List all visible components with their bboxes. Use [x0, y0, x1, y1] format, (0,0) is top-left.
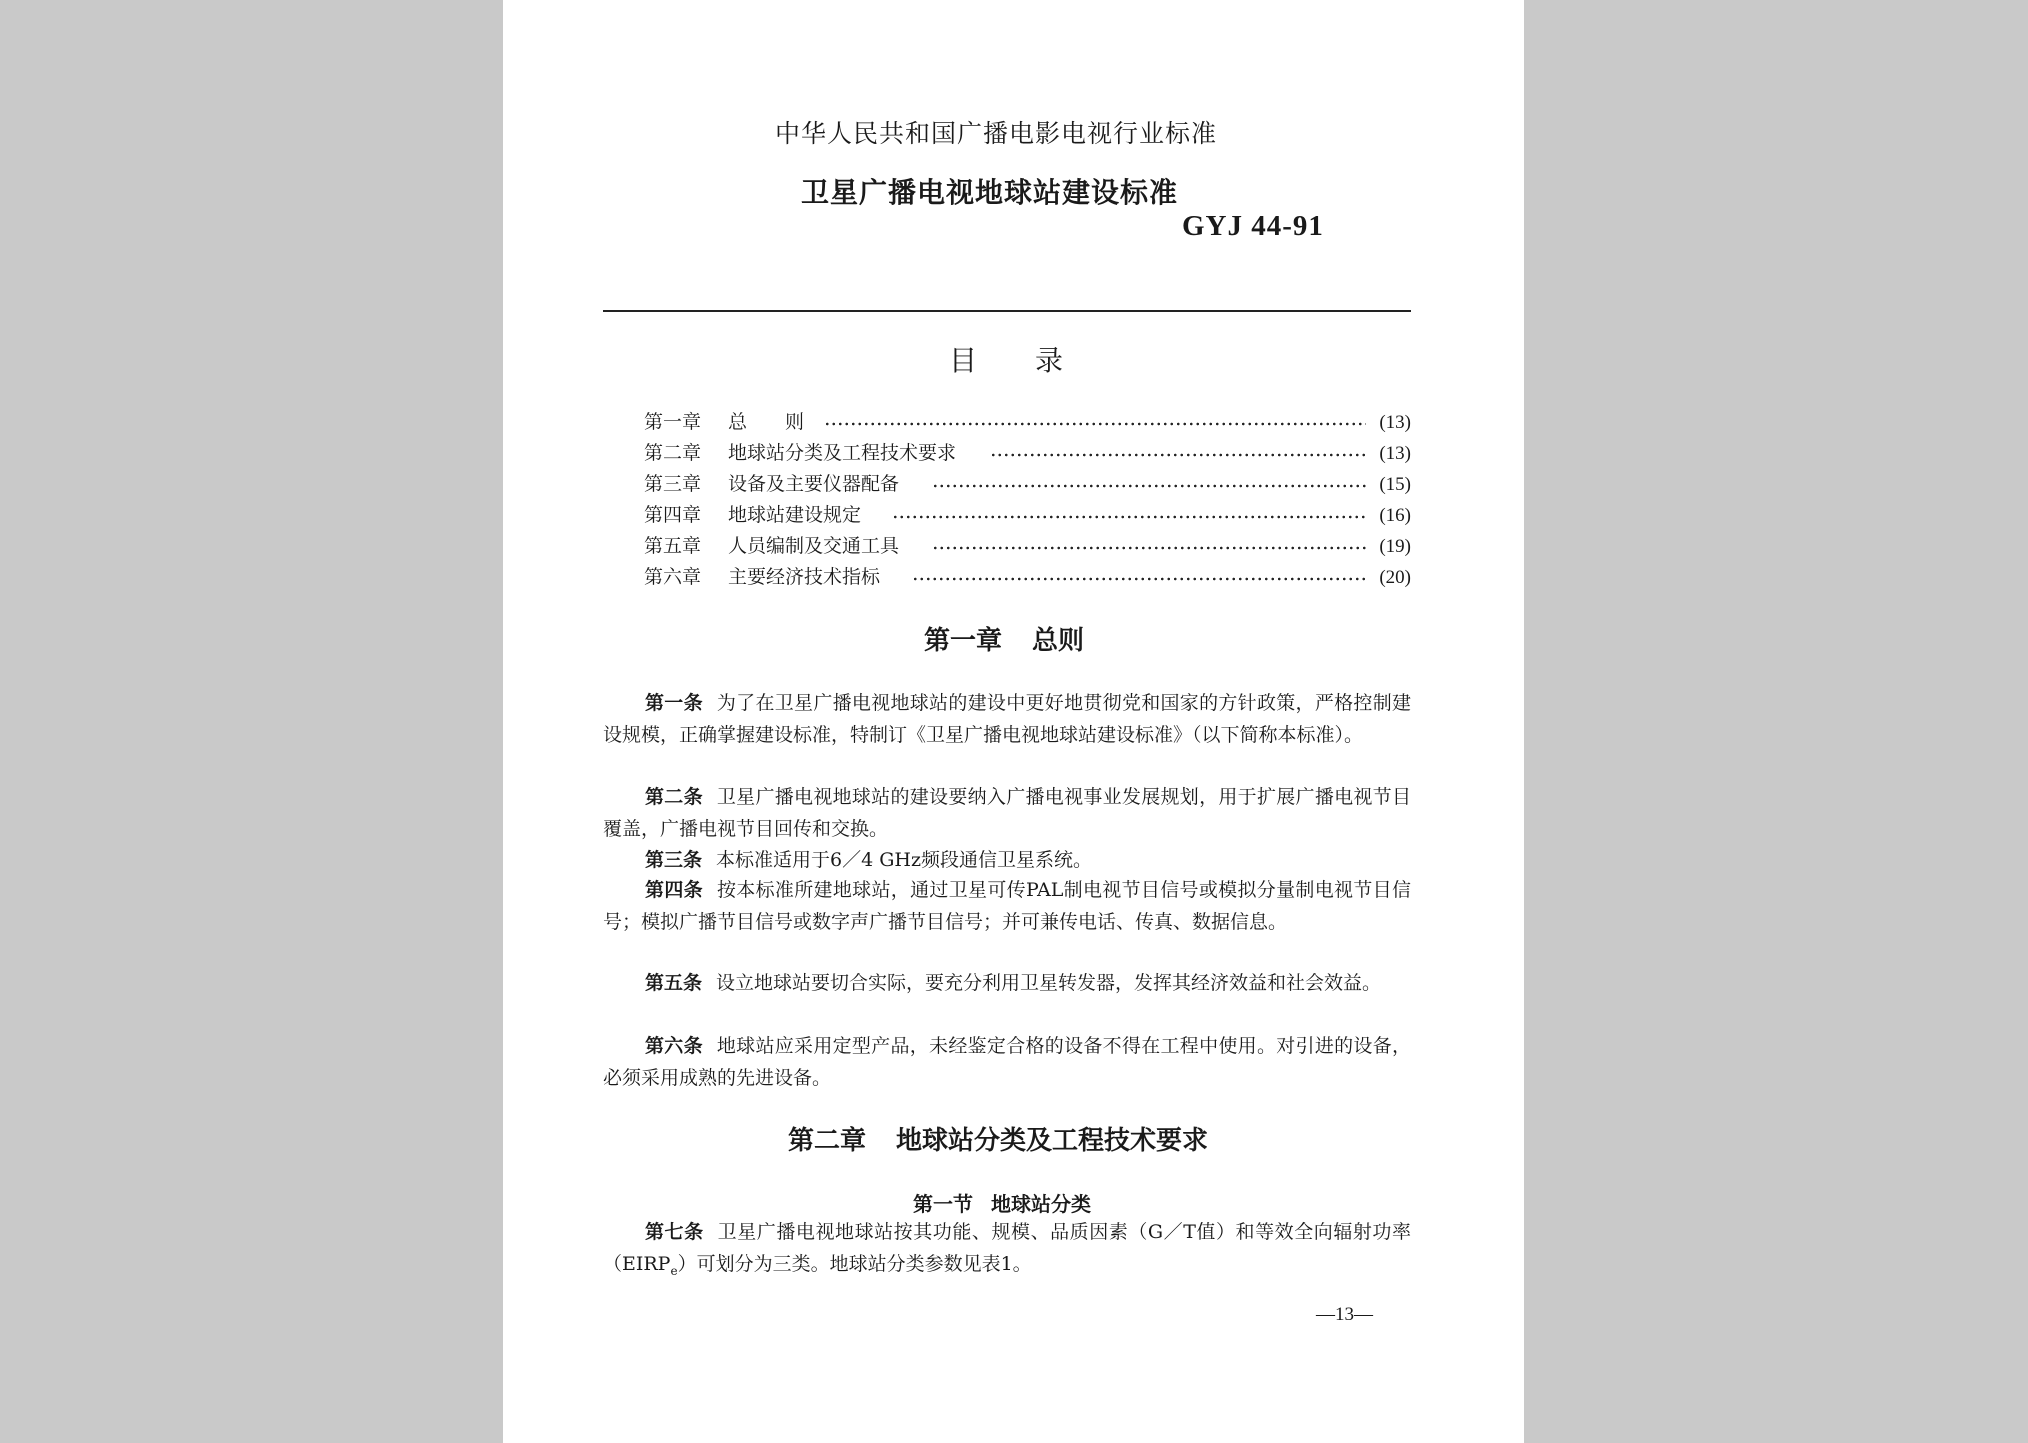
article-text: 设立地球站要切合实际，要充分利用卫星转发器，发挥其经济效益和社会效益。 — [716, 972, 1382, 994]
toc-title-char: 录 — [1035, 344, 1064, 377]
toc-leader-dots — [912, 577, 1366, 581]
toc-leader-dots — [932, 484, 1366, 488]
toc-page-number: (16) — [1379, 505, 1411, 526]
toc-chapter-name: 设备及主要仪器配备 — [728, 473, 900, 495]
article-6 — [603, 1030, 1411, 1094]
article-4 — [603, 874, 1411, 938]
toc-entry[interactable] — [644, 531, 1411, 562]
section-name: 地球站分类 — [991, 1192, 1091, 1216]
toc-chapter-name: 人员编制及交通工具 — [728, 535, 900, 557]
section-number: 第一节 — [913, 1192, 973, 1216]
article-text: 为了在卫星广播电视地球站的建设中更好地贯彻党和国家的方针政策，严格控制建设规模，正确掌握建设标准，特制订《卫星广播电视地球站建设标准》（以下简称本标准）。 — [603, 692, 1411, 746]
toc-chapter: 第二章 — [644, 442, 702, 464]
eirp-subscript: e — [670, 1263, 678, 1278]
toc-chapter: 第五章 — [644, 535, 702, 557]
toc-chapter-name: 主要经济技术指标 — [728, 566, 881, 588]
article-label: 第四条 — [645, 879, 703, 901]
chapter-number: 第一章 — [924, 626, 1003, 656]
article-7 — [603, 1216, 1411, 1287]
page-number: —13— — [1316, 1304, 1373, 1325]
toc-leader-dots — [892, 515, 1366, 519]
section1-heading — [913, 1188, 1091, 1217]
article-text: 本标准适用于6／4 GHz频段通信卫星系统。 — [716, 849, 1092, 871]
standard-category: 中华人民共和国广播电影电视行业标准 — [775, 119, 1218, 148]
toc-entry[interactable] — [644, 407, 1411, 438]
article-2 — [603, 781, 1411, 845]
toc-leader-dots — [990, 453, 1366, 457]
standard-code: GYJ 44-91 — [1182, 210, 1324, 242]
article-text: 地球站应采用定型产品，未经鉴定合格的设备不得在工程中使用。对引进的设备，必须采用成熟的先进设备。 — [603, 1035, 1411, 1089]
article-text: 卫星广播电视地球站按其功能、规模、品质因素（G／T值）和等效全向辐射功率（EIRP — [603, 1221, 1411, 1275]
article-text: ）可划分为三类。地球站分类参数见表1。 — [677, 1253, 1032, 1275]
header-divider — [603, 310, 1411, 312]
toc-entry[interactable] — [644, 469, 1411, 500]
toc-page-number: (20) — [1379, 567, 1411, 588]
toc-page-number: (19) — [1379, 536, 1411, 557]
toc-chapter-name: 总 则 — [728, 411, 805, 433]
toc-page-number: (13) — [1379, 443, 1411, 464]
toc-entry[interactable] — [644, 438, 1411, 469]
article-text: 卫星广播电视地球站的建设要纳入广播电视事业发展规划，用于扩展广播电视节目覆盖，广播电视节目回传和交换。 — [603, 786, 1411, 840]
article-text: 按本标准所建地球站，通过卫星可传PAL制电视节目信号或模拟分量制电视节目信号；模拟广播节目信号或数字声广播节目信号；并可兼传电话、传真、数据信息。 — [603, 879, 1411, 933]
article-3 — [603, 844, 1411, 876]
table-of-contents — [644, 407, 1411, 593]
article-label: 第三条 — [645, 849, 703, 871]
chapter-name: 总则 — [1032, 626, 1085, 656]
toc-title-char: 目 — [949, 344, 978, 377]
chapter2-heading — [788, 1120, 1208, 1157]
article-5 — [603, 967, 1411, 999]
article-label: 第二条 — [645, 786, 703, 808]
article-label: 第五条 — [645, 972, 703, 994]
toc-entry[interactable] — [644, 562, 1411, 593]
article-1 — [603, 687, 1411, 751]
document-title: 卫星广播电视地球站建设标准 — [801, 176, 1179, 209]
toc-title — [949, 339, 1063, 379]
chapter-number: 第二章 — [788, 1126, 867, 1156]
toc-chapter-name: 地球站建设规定 — [728, 504, 862, 526]
toc-entry[interactable] — [644, 500, 1411, 531]
article-label: 第七条 — [645, 1221, 704, 1243]
toc-chapter: 第四章 — [644, 504, 702, 526]
chapter-name: 地球站分类及工程技术要求 — [896, 1126, 1209, 1156]
article-label: 第一条 — [645, 692, 703, 714]
toc-page-number: (15) — [1379, 474, 1411, 495]
toc-leader-dots — [932, 546, 1366, 550]
toc-chapter: 第六章 — [644, 566, 702, 588]
article-label: 第六条 — [645, 1035, 703, 1057]
document-page — [503, 0, 1524, 1443]
toc-leader-dots — [824, 422, 1366, 426]
toc-chapter-name: 地球站分类及工程技术要求 — [728, 442, 957, 464]
toc-chapter: 第三章 — [644, 473, 702, 495]
toc-page-number: (13) — [1379, 412, 1411, 433]
toc-chapter: 第一章 — [644, 411, 702, 433]
chapter1-heading — [924, 620, 1084, 657]
